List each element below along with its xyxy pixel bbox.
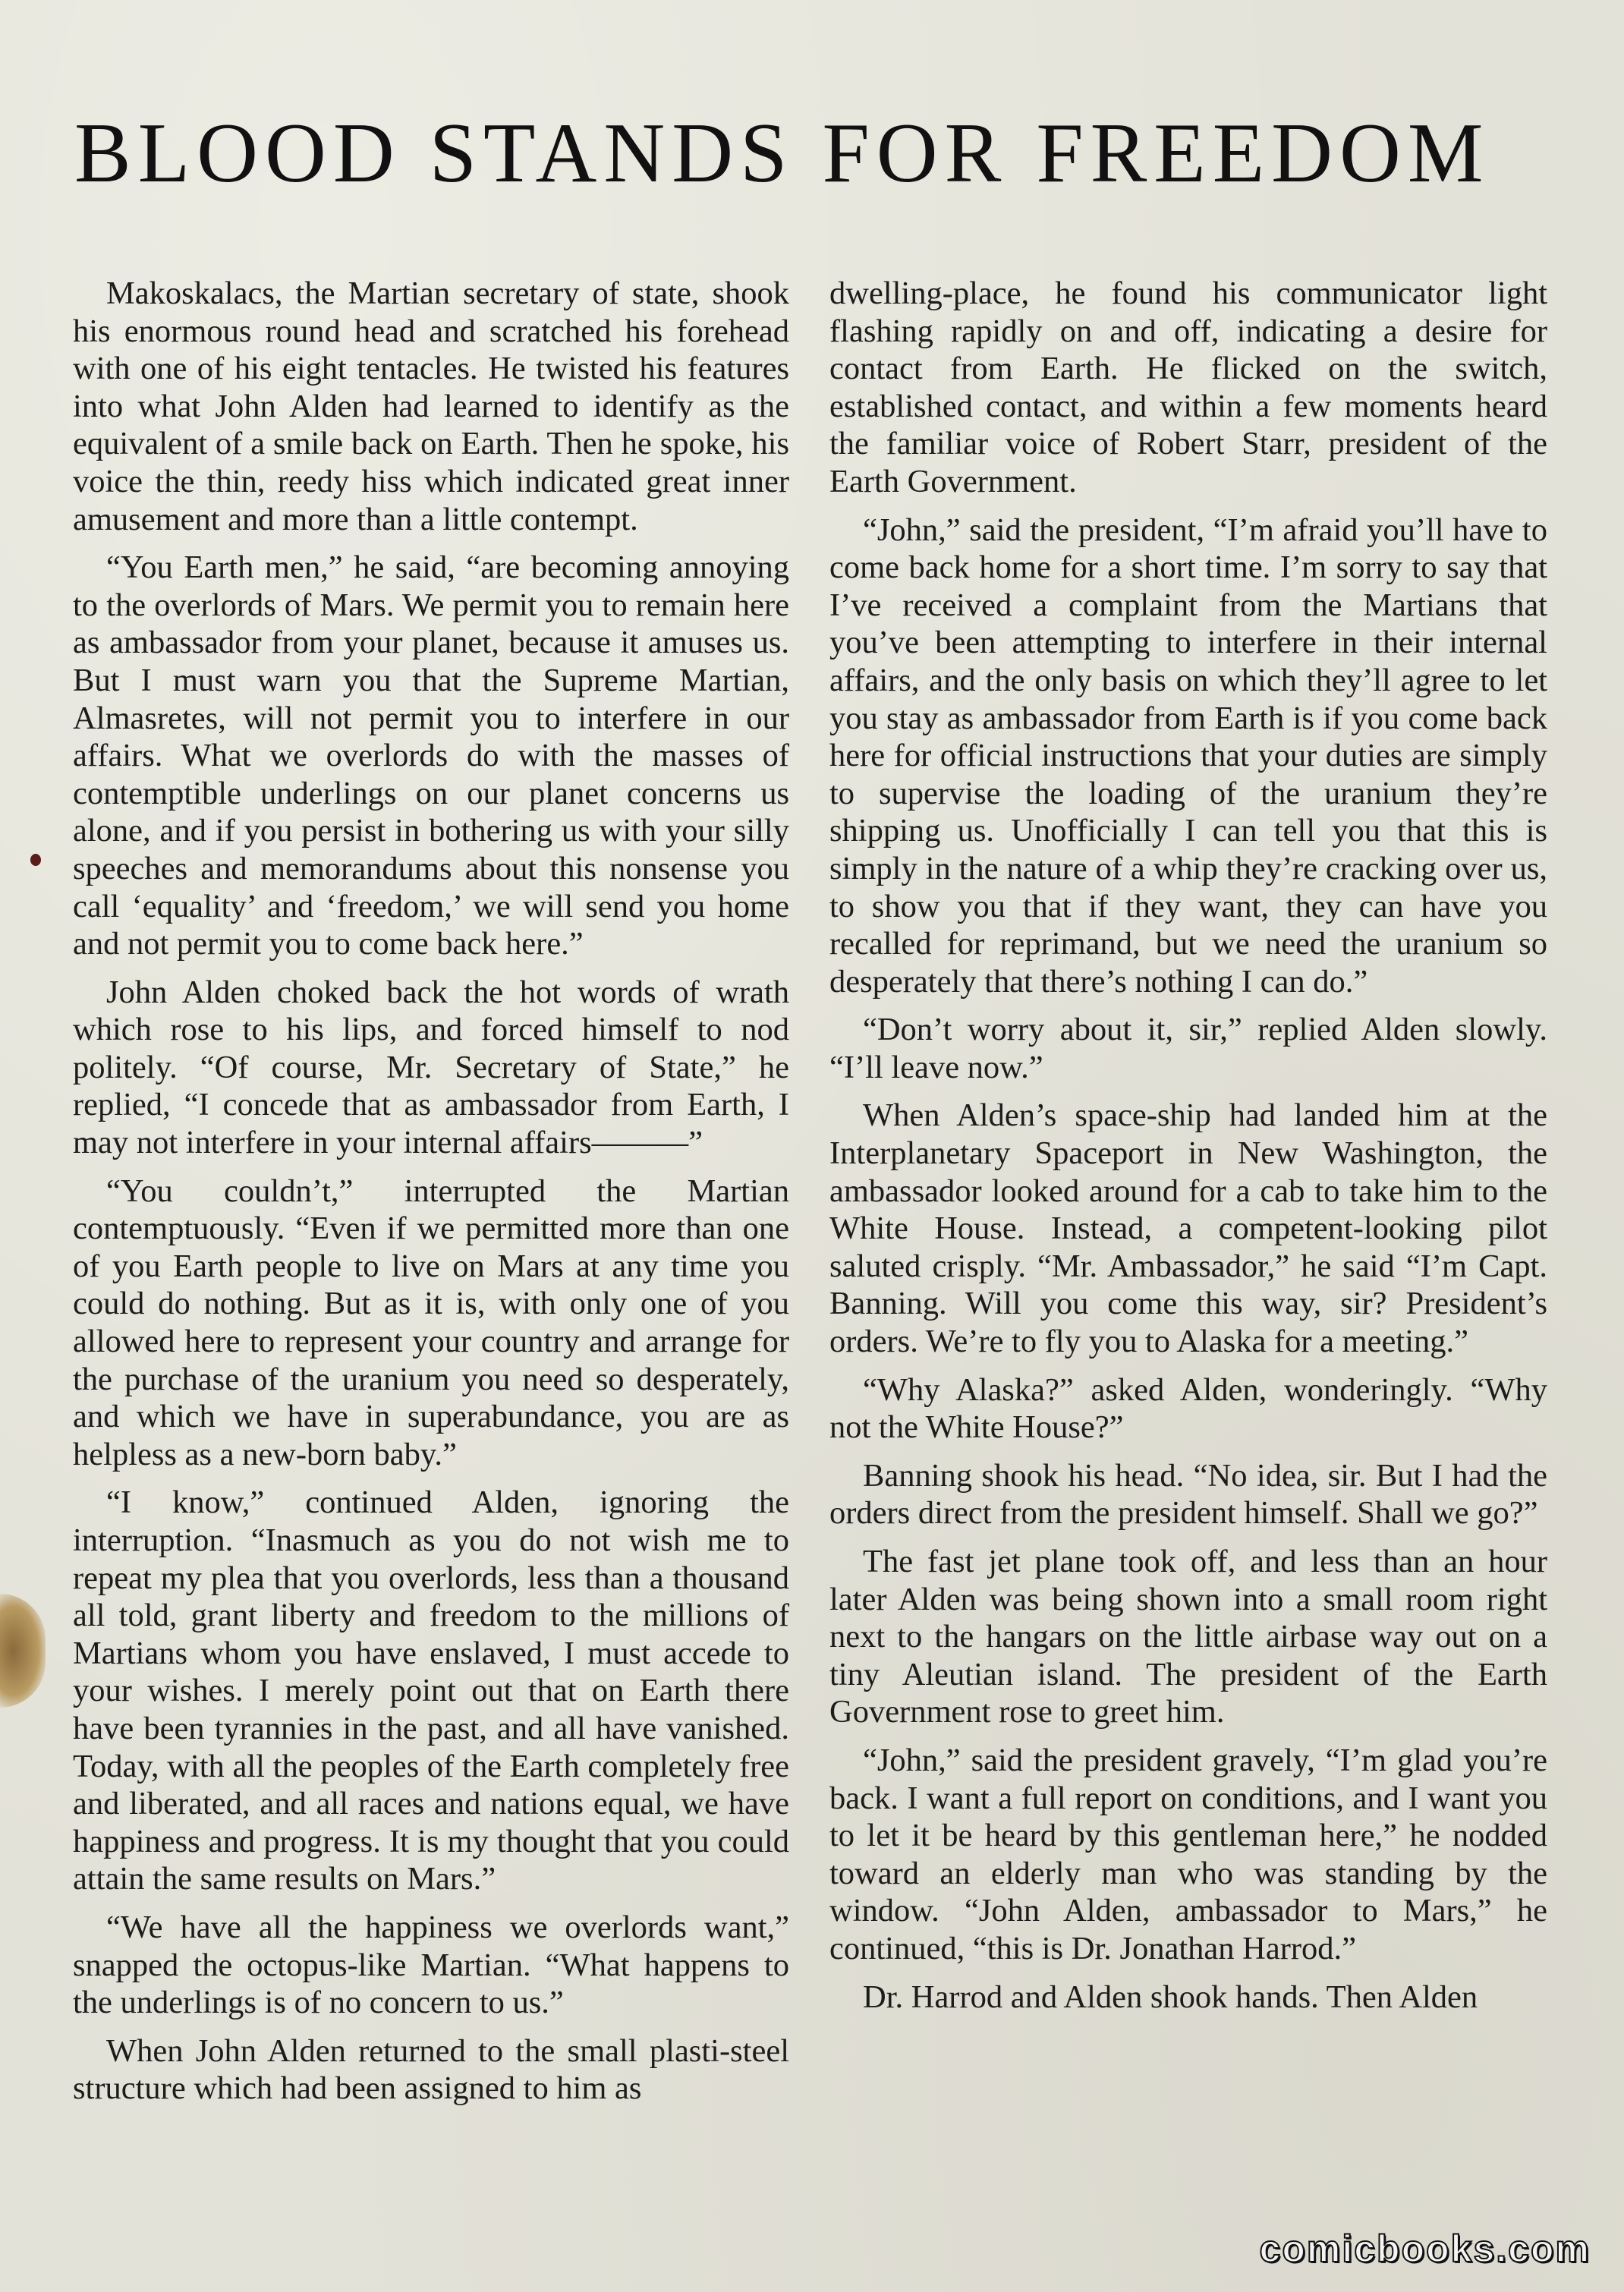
paragraph: The fast jet plane took off, and less than an hour later Alden was being shown into a small room right next to the hangars on the little airbase way out on a tiny Aleutian island. The president of the Earth Government rose to greet him.: [829, 1544, 1547, 1730]
right-column: [829, 275, 1547, 2016]
left-column: [73, 275, 789, 2108]
paragraph: dwelling-place, he found his communicator light flashing rapidly on and off, indicating a desire for contact from Earth. He flicked on the switch, established contact, and within a few moments heard the familiar voice of Robert Starr, president of the Earth Government.: [829, 275, 1547, 499]
paragraph: “John,” said the president, “I’m afraid you’ll have to come back home for a short time. I’m sorry to say that I’ve received a complaint from the Martians that you’ve been attempting to interfere in their internal affairs, and the only basis on which they’ll agree to let you stay as ambassador from Earth is if you come back here for official instructions that your duties are simply to supervise the loading of the uranium they’re shipping us. Unofficially I can tell you that this is simply in the nature of a whip they’re cracking over us, to show you that if they want, they can have you recalled for reprimand, but we need the uranium so desperately that there’s nothing I can do.”: [829, 512, 1547, 1000]
ink-spot: [30, 854, 41, 866]
paragraph: “Why Alaska?” asked Alden, wonderingly. “Why not the White House?”: [829, 1371, 1547, 1446]
paragraph: “I know,” continued Alden, ignoring the interruption. “Inasmuch as you do not wish me to repeat my plea that you overlords, less than a thousand all told, grant liberty and freedom to the millions of Martians whom you have enslaved, I must accede to your wishes. I merely point out that on Earth there have been tyrannies in the past, and all have vanished. Today, with all the peoples of the Earth completely free and liberated, and all races and nations equal, we have happiness and progress. It is my thought that you could attain the same results on Mars.”: [73, 1484, 789, 1897]
page-stain: [0, 1594, 46, 1708]
paragraph: Makoskalacs, the Martian secretary of state, shook his enormous round head and scratched his forehead with one of his eight tentacles. He twisted his features into what John Alden had learned to identify as the equivalent of a smile back on Earth. Then he spoke, his voice the thin, reedy hiss which indicated great inner amusement and more than a little contempt.: [73, 275, 789, 537]
paragraph: When Alden’s space-ship had landed him at the Interplanetary Spaceport in New Washington, the ambassador looked around for a cab to take him to the White House. Instead, a competent-looking pilot saluted crisply. “Mr. Ambassador,” he said “I’m Capt. Banning. Will you come this way, sir? President’s orders. We’re to fly you to Alaska for a meeting.”: [829, 1097, 1547, 1360]
paragraph: “You Earth men,” he said, “are becoming annoying to the overlords of Mars. We permit you to remain here as ambassador from your planet, because it amuses us. But I must warn you that the Supreme Martian, Almasretes, will not permit you to interfere in our affairs. What we overlords do with the masses of contemptible underlings on our planet concerns us alone, and if you persist in bothering us with your silly speeches and memorandums about this nonsense you call ‘equality’ and ‘freedom,’ we will send you home and not permit you to come back here.”: [73, 549, 789, 962]
paragraph: Dr. Harrod and Alden shook hands. Then Alden: [863, 1979, 1478, 2015]
story-title: BLOOD STANDS FOR FREEDOM: [74, 106, 1490, 201]
paragraph: John Alden choked back the hot words of wrath which rose to his lips, and forced himself to nod politely. “Of course, Mr. Secretary of State,” he replied, “I concede that as ambassador from Earth, I may not interfere in your internal affairs———”: [73, 974, 789, 1161]
paragraph: “We have all the happiness we overlords want,” snapped the octopus-like Martian. “What happens to the underlings is of no concern to us.”: [73, 1909, 789, 2021]
paragraph: “John,” said the president gravely, “I’m glad you’re back. I want a full report on conditions, and I want you to let it be heard by this gentleman here,” he nodded toward an elderly man who was standing by the window. “John Alden, ambassador to Mars,” he continued, “this is Dr. Jonathan Harrod.”: [829, 1742, 1547, 1966]
site-watermark: comicbooks.com: [1259, 2227, 1591, 2270]
paragraph: “You couldn’t,” interrupted the Martian contemptuously. “Even if we permitted more than one of you Earth people to live on Mars at any time you could do nothing. But as it is, with only one of you allowed here to represent your country and arrange for the purchase of the uranium you need so desperately, and which we have in superabundance, you are as helpless as a new-born baby.”: [73, 1173, 789, 1472]
paragraph: When John Alden returned to the small plasti-steel structure which had been assigned to him as: [73, 2032, 789, 2107]
paragraph: “Don’t worry about it, sir,” replied Alden slowly. “I’ll leave now.”: [829, 1012, 1547, 1085]
paragraph: Banning shook his head. “No idea, sir. But I had the orders direct from the president himself. Shall we go?”: [829, 1457, 1547, 1532]
